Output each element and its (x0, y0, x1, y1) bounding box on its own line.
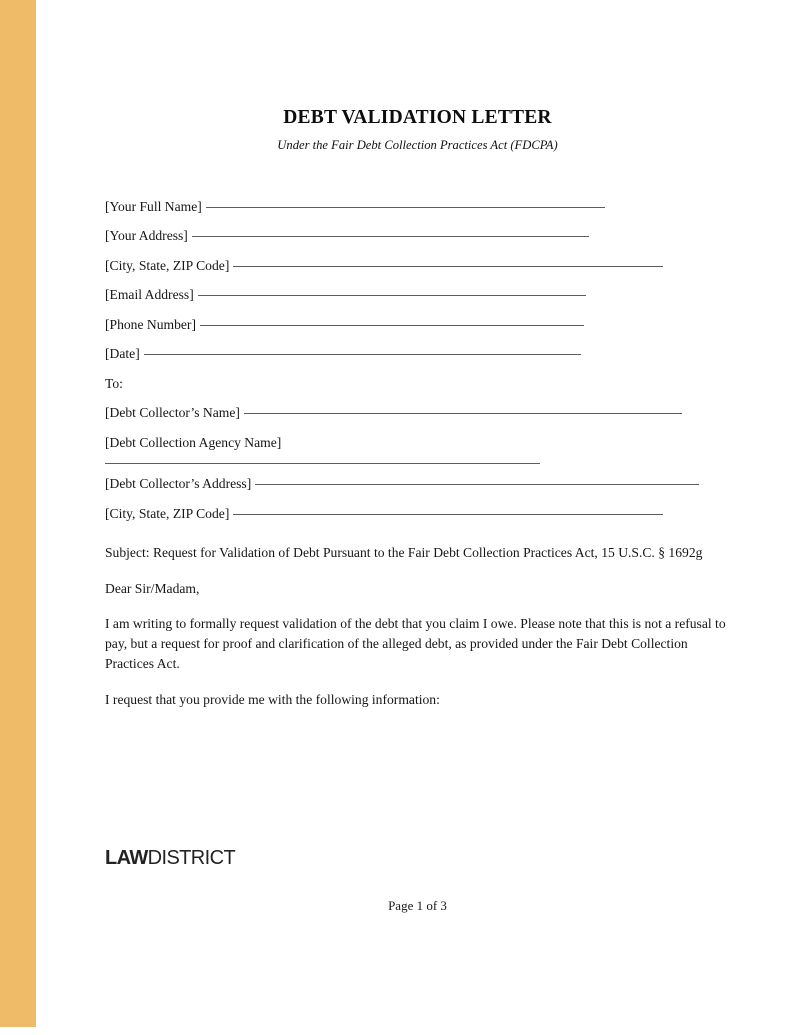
field-your-full-name[interactable] (105, 199, 730, 216)
field-rule[interactable] (244, 413, 682, 414)
field-rule[interactable] (192, 236, 589, 237)
page-subtitle: Under the Fair Debt Collection Practices Act (FDCPA) (277, 138, 558, 152)
field-label: [Debt Collector’s Name] (105, 405, 240, 421)
field-debt-collection-agency-name[interactable] (105, 435, 730, 464)
page-footer: Page 1 of 3 (388, 898, 447, 913)
field-label: [Your Address] (105, 228, 188, 244)
field-rule[interactable] (200, 325, 584, 326)
field-label: [Phone Number] (105, 316, 196, 332)
field-label: [Email Address] (105, 287, 194, 303)
logo-text-bold: LAW (105, 847, 148, 869)
field-label: [Date] (105, 346, 140, 362)
document-content (105, 0, 730, 1035)
page-title: DEBT VALIDATION LETTER (283, 107, 552, 128)
field-rule[interactable] (105, 463, 540, 464)
lawdistrict-logo (105, 848, 235, 868)
field-label: [Debt Collector’s Address] (105, 476, 252, 492)
field-label: [City, State, ZIP Code] (105, 257, 230, 273)
sender-fields-group (105, 199, 730, 523)
logo-text-light: DISTRICT (147, 847, 236, 869)
body-paragraph-2: I request that you provide me with the following information: (105, 692, 440, 708)
field-city-state-zip[interactable] (105, 258, 730, 275)
field-debt-collector-address[interactable] (105, 476, 730, 493)
body-paragraph-1: I am writing to formally request validation of the debt that you claim I owe. Please note that this is not a refusal to pay, but a request for proof and clarification of the alleged debt, as provided under the Fair Debt Collection Practices Act. (105, 616, 726, 671)
field-rule[interactable] (233, 514, 663, 515)
subject-line: Subject: Request for Validation of Debt Pursuant to the Fair Debt Collection Practices Act, 15 U.S.C. § 1692g (105, 544, 703, 560)
field-label: [City, State, ZIP Code] (105, 505, 230, 521)
field-rule[interactable] (255, 484, 699, 485)
field-rule[interactable] (144, 354, 581, 355)
field-rule[interactable] (233, 266, 663, 267)
field-recipient-city-state-zip[interactable] (105, 506, 730, 523)
field-rule[interactable] (206, 207, 605, 208)
field-label: [Debt Collection Agency Name] (105, 434, 282, 450)
field-rule[interactable] (198, 295, 586, 296)
accent-side-stripe (0, 0, 36, 1027)
salutation: Dear Sir/Madam, (105, 580, 200, 596)
field-date[interactable] (105, 346, 730, 363)
field-phone-number[interactable] (105, 317, 730, 334)
field-your-address[interactable] (105, 228, 730, 245)
to-label: To: (105, 375, 123, 391)
field-email-address[interactable] (105, 287, 730, 304)
field-label: [Your Full Name] (105, 199, 202, 214)
field-debt-collector-name[interactable] (105, 405, 730, 422)
